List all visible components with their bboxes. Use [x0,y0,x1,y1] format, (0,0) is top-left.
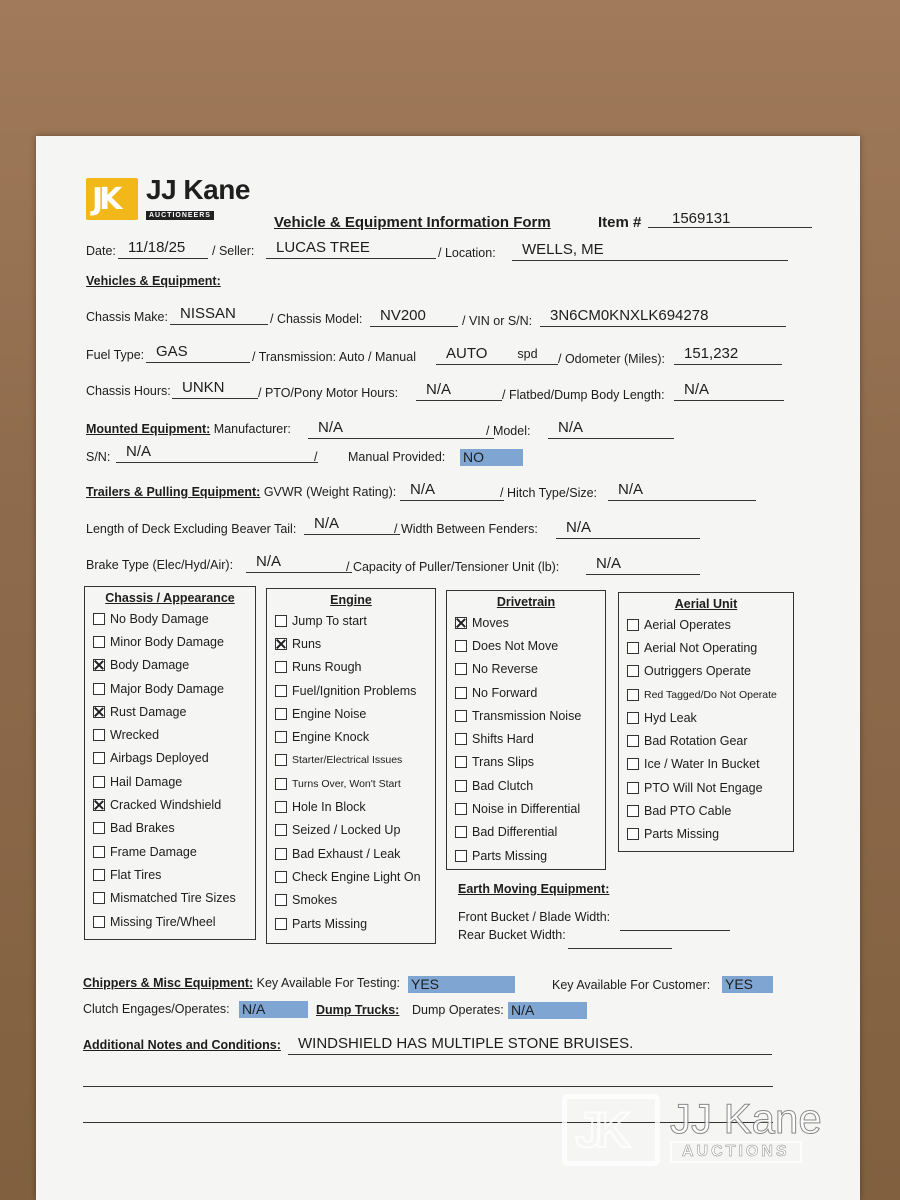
aerial-checkbox-item[interactable] [619,706,793,729]
aerial-checkbox-label: Bad PTO Cable [644,804,732,819]
chassis-checkbox-label: No Body Damage [110,611,209,626]
chassis-checkbox-item[interactable] [85,910,255,933]
gvwr-label: GVWR (Weight Rating): [263,485,397,499]
logo-name: JJ Kane [146,174,250,205]
notes-line-2[interactable] [83,1086,773,1087]
aerial-checkbox-item[interactable] [619,753,793,776]
drivetrain-checkbox-item[interactable] [447,704,605,727]
checkbox-icon[interactable] [275,685,287,697]
item-label: Item # [598,214,642,231]
deck-length-field[interactable]: N/A [304,516,400,535]
checkbox-icon[interactable] [275,918,287,930]
chassis-checkbox-item[interactable] [85,700,255,723]
drivetrain-checkbox-label: Shifts Hard [472,732,534,747]
drivetrain-checkbox-item[interactable] [447,821,605,844]
vehicles-header: Vehicles & Equipment: [86,274,221,288]
chassis-checkbox-item[interactable] [85,840,255,863]
checkbox-icon[interactable] [627,619,639,631]
odometer-label: / Odometer (Miles): [558,352,665,366]
chassis-checkbox-label: Body Damage [110,658,190,673]
date-label: Date: [86,244,116,258]
chassis-checkbox-item[interactable] [85,677,255,700]
capacity-label: / Capacity of Puller/Tensioner Unit (lb): [346,560,560,574]
drivetrain-checkbox-item[interactable] [447,658,605,681]
aerial-checkbox-item[interactable] [619,776,793,799]
engine-checkbox-label: Bad Exhaust / Leak [292,846,401,861]
model-label: / Model: [486,424,531,438]
engine-checkbox-label: Turns Over, Won't Start [292,777,401,790]
fenders-field[interactable]: N/A [556,520,700,539]
checkbox-icon[interactable] [93,776,105,788]
engine-checkbox-item[interactable] [267,865,435,888]
aerial-checkbox-label: Hyd Leak [644,710,697,725]
chassis-checkbox-label: Mismatched Tire Sizes [110,891,236,906]
aerial-unit-title: Aerial Unit [674,597,738,611]
drivetrain-checkbox-label: Does Not Move [472,638,559,653]
checkbox-icon[interactable] [455,756,467,768]
hitch-field[interactable]: N/A [608,482,756,501]
dump-trucks-header: Dump Trucks: [316,1003,400,1017]
jk-watermark-icon: JK [562,1094,660,1166]
engine-title: Engine [330,593,372,607]
chassis-model-label: / Chassis Model: [270,312,363,326]
checkbox-icon[interactable] [627,735,639,747]
engine-box [266,588,436,944]
manual-provided-label: Manual Provided: [348,450,446,464]
chassis-checkbox-item[interactable] [85,770,255,793]
item-number[interactable]: 1569131 [648,210,812,228]
chassis-checkbox-label: Missing Tire/Wheel [110,914,216,929]
vin-label: / VIN or S/N: [462,314,533,328]
clutch-field[interactable]: N/A [239,1001,308,1018]
pto-hours-label: / PTO/Pony Motor Hours: [258,386,399,400]
drivetrain-checkbox-item[interactable] [447,681,605,704]
model-field[interactable]: N/A [548,420,674,439]
aerial-checkbox-item[interactable] [619,613,793,636]
fenders-label: / Width Between Fenders: [394,522,538,536]
chassis-make-field[interactable]: NISSAN [170,306,268,325]
checkbox-icon[interactable] [455,803,467,815]
checkbox-icon[interactable] [627,805,639,817]
checkbox-icon[interactable] [455,687,467,699]
engine-checkbox-item[interactable] [267,679,435,702]
checkbox-icon[interactable] [275,754,287,766]
checked-checkbox-icon[interactable] [455,617,467,629]
aerial-checkbox-label: Outriggers Operate [644,664,751,679]
rear-bucket-label: Rear Bucket Width: [458,928,566,942]
manufacturer-field[interactable]: N/A [308,420,494,439]
chassis-checkbox-label: Airbags Deployed [110,751,209,766]
drivetrain-checkbox-item[interactable] [447,797,605,820]
drivetrain-checkbox-item[interactable] [447,774,605,797]
engine-checkbox-item[interactable] [267,795,435,818]
jk-logo-icon: JK [86,178,138,220]
chassis-checkbox-item[interactable] [85,863,255,886]
drivetrain-checkbox-label: Parts Missing [472,848,548,863]
checkbox-icon[interactable] [455,826,467,838]
earth-moving-header: Earth Moving Equipment: [458,882,610,896]
drivetrain-checkbox-label: Noise in Differential [472,802,581,817]
aerial-checkbox-item[interactable] [619,823,793,846]
chassis-checkbox-item[interactable] [85,607,255,630]
chassis-make-label: Chassis Make: [86,310,168,324]
rear-bucket-field[interactable] [568,930,672,949]
aerial-checkbox-label: Ice / Water In Bucket [644,757,760,772]
drivetrain-checkbox-label: Moves [472,615,509,630]
drivetrain-checkbox-label: Bad Clutch [472,778,534,793]
chassis-checkbox-item[interactable] [85,630,255,653]
engine-checkbox-item[interactable] [267,912,435,935]
drivetrain-checkbox-label: Transmission Noise [472,708,582,723]
checkbox-icon[interactable] [93,683,105,695]
chassis-checkbox-label: Rust Damage [110,704,187,719]
date-field[interactable]: 11/18/25 [118,240,208,259]
sn-field[interactable]: N/A [116,444,318,463]
checkbox-icon[interactable] [275,731,287,743]
engine-checkbox-item[interactable] [267,889,435,912]
chassis-checkbox-item[interactable] [85,817,255,840]
checkbox-icon[interactable] [455,850,467,862]
checkbox-icon[interactable] [275,824,287,836]
dump-operates-field[interactable]: N/A [508,1002,587,1019]
checkbox-icon[interactable] [275,848,287,860]
checked-checkbox-icon[interactable] [275,638,287,650]
aerial-checkbox-item[interactable] [619,729,793,752]
clutch-label: Clutch Engages/Operates: [83,1002,230,1016]
checkbox-icon[interactable] [275,871,287,883]
checkbox-icon[interactable] [627,828,639,840]
drivetrain-checkbox-label: No Reverse [472,662,538,677]
checkbox-icon[interactable] [93,752,105,764]
checked-checkbox-icon[interactable] [93,799,105,811]
engine-checkbox-label: Parts Missing [292,916,368,931]
chassis-checkbox-label: Cracked Windshield [110,798,222,813]
front-bucket-label: Front Bucket / Blade Width: [458,910,611,924]
chassis-checkbox-label: Bad Brakes [110,821,175,836]
chassis-checkbox-label: Frame Damage [110,844,197,859]
chassis-appearance-box [84,586,256,940]
chassis-checkbox-label: Wrecked [110,728,160,743]
key-customer-field[interactable]: YES [722,976,773,993]
odometer-field[interactable]: 151,232 [674,346,782,365]
engine-checkbox-item[interactable] [267,842,435,865]
chassis-checkbox-item[interactable] [85,793,255,816]
chassis-checkbox-label: Major Body Damage [110,681,224,696]
checkbox-icon[interactable] [455,733,467,745]
chassis-hours-label: Chassis Hours: [86,384,171,398]
checked-checkbox-icon[interactable] [93,706,105,718]
chassis-checkbox-item[interactable] [85,747,255,770]
checkbox-icon[interactable] [627,665,639,677]
engine-checkbox-item[interactable] [267,772,435,795]
watermark-sub: AUCTIONS [670,1141,802,1163]
engine-checkbox-label: Jump To start [292,613,367,628]
engine-checkbox-label: Runs [292,636,322,651]
checkbox-icon[interactable] [93,822,105,834]
trailers-header: Trailers & Pulling Equipment: [86,485,261,499]
chassis-checkbox-item[interactable] [85,654,255,677]
checkbox-icon[interactable] [93,636,105,648]
aerial-checkbox-label: Parts Missing [644,827,720,842]
hitch-label: / Hitch Type/Size: [500,486,598,500]
checkbox-icon[interactable] [93,613,105,625]
manufacturer-label: Manufacturer: [213,422,291,436]
engine-checkbox-label: Seized / Locked Up [292,823,401,838]
drivetrain-checkbox-item[interactable] [447,727,605,750]
checkbox-icon[interactable] [93,729,105,741]
brake-type-label: Brake Type (Elec/Hyd/Air): [86,558,234,572]
chassis-appearance-title: Chassis / Appearance [105,591,235,605]
checkbox-icon[interactable] [275,778,287,790]
gvwr-field[interactable]: N/A [400,482,504,501]
checkbox-icon[interactable] [275,615,287,627]
drivetrain-checkbox-item[interactable] [447,634,605,657]
aerial-checkbox-item[interactable] [619,636,793,659]
aerial-checkbox-label: Bad Rotation Gear [644,734,748,749]
checkbox-icon[interactable] [627,758,639,770]
jj-kane-auctions-watermark [562,1094,822,1166]
chassis-checkbox-label: Hail Damage [110,774,183,789]
mounted-header: Mounted Equipment: [86,422,211,436]
checkbox-icon[interactable] [627,712,639,724]
transmission-label: / Transmission: Auto / Manual [252,350,416,364]
capacity-field[interactable]: N/A [586,556,700,575]
aerial-checkbox-item[interactable] [619,660,793,683]
engine-checkbox-item[interactable] [267,749,435,772]
engine-checkbox-label: Engine Noise [292,706,367,721]
drivetrain-checkbox-item[interactable] [447,844,605,867]
sn-label: S/N: [86,450,111,464]
checkbox-icon[interactable] [627,689,639,701]
engine-checkbox-label: Fuel/Ignition Problems [292,683,417,698]
jj-kane-logo [86,176,250,222]
checkbox-icon[interactable] [455,640,467,652]
chassis-checkbox-label: Minor Body Damage [110,634,224,649]
engine-checkbox-item[interactable] [267,632,435,655]
checkbox-icon[interactable] [93,869,105,881]
pto-hours-field[interactable]: N/A [416,382,502,401]
seller-label: Seller: [218,244,255,258]
checked-checkbox-icon[interactable] [93,659,105,671]
seller-field[interactable]: LUCAS TREE [266,240,436,259]
drivetrain-checkbox-label: Bad Differential [472,825,558,840]
drivetrain-checkbox-item[interactable] [447,751,605,774]
aerial-checkbox-label: PTO Will Not Engage [644,780,763,795]
chassis-checkbox-item[interactable] [85,723,255,746]
chassis-checkbox-item[interactable] [85,887,255,910]
dump-operates-label: Dump Operates: [412,1003,504,1017]
watermark-name: JJ Kane [670,1095,822,1142]
key-testing-field[interactable]: YES [408,976,515,993]
chippers-header: Chippers & Misc Equipment: [83,976,254,990]
fuel-type-field[interactable]: GAS [146,344,250,363]
brake-type-field[interactable]: N/A [246,554,352,573]
drivetrain-checkbox-label: No Forward [472,685,538,700]
spd-label: spd [517,347,538,361]
aerial-checkbox-item[interactable] [619,799,793,822]
engine-checkbox-item[interactable] [267,656,435,679]
aerial-checkbox-item[interactable] [619,683,793,706]
deck-length-label: Length of Deck Excluding Beaver Tail: [86,522,297,536]
engine-checkbox-label: Smokes [292,893,338,908]
engine-checkbox-item[interactable] [267,702,435,725]
location-label: Location: [444,246,496,260]
checkbox-icon[interactable] [455,663,467,675]
logo-sub: AUCTIONEERS [146,211,214,220]
checkbox-icon[interactable] [275,801,287,813]
drivetrain-title: Drivetrain [496,595,556,609]
chassis-hours-field[interactable]: UNKN [172,380,258,399]
aerial-checkbox-label: Aerial Operates [644,617,731,632]
vin-field[interactable]: 3N6CM0KNXLK694278 [540,308,786,327]
location-field[interactable]: WELLS, ME [512,242,788,261]
engine-checkbox-item[interactable] [267,609,435,632]
drivetrain-checkbox-item[interactable] [447,611,605,634]
checkbox-icon[interactable] [455,780,467,792]
engine-checkbox-item[interactable] [267,819,435,842]
aerial-checkbox-label: Aerial Not Operating [644,640,758,655]
engine-checkbox-label: Hole In Block [292,800,366,815]
fuel-type-label: Fuel Type: [86,348,145,362]
checkbox-icon[interactable] [275,661,287,673]
transmission-field[interactable]: AUTO spd [436,346,558,365]
manual-provided-field[interactable]: NO [460,449,523,466]
checkbox-icon[interactable] [93,916,105,928]
form-title: Vehicle & Equipment Information Form [274,214,551,231]
chassis-model-field[interactable]: NV200 [370,308,458,327]
checkbox-icon[interactable] [275,894,287,906]
aerial-checkbox-label: Red Tagged/Do Not Operate [644,688,777,701]
engine-checkbox-item[interactable] [267,725,435,748]
checkbox-icon[interactable] [93,846,105,858]
engine-checkbox-label: Starter/Electrical Issues [292,754,403,767]
checkbox-icon[interactable] [627,642,639,654]
front-bucket-field[interactable] [620,912,730,931]
key-customer-label: Key Available For Customer: [552,978,711,992]
flatbed-length-label: / Flatbed/Dump Body Length: [502,388,665,402]
flatbed-length-field[interactable]: N/A [674,382,784,401]
checkbox-icon[interactable] [275,708,287,720]
drivetrain-box [446,590,606,870]
chassis-checkbox-label: Flat Tires [110,867,162,882]
engine-checkbox-label: Runs Rough [292,660,362,675]
key-testing-label: Key Available For Testing: [256,976,401,990]
engine-checkbox-label: Engine Knock [292,730,370,745]
engine-checkbox-label: Check Engine Light On [292,869,421,884]
drivetrain-checkbox-label: Trans Slips [472,755,535,770]
notes-field[interactable]: WINDSHIELD HAS MULTIPLE STONE BRUISES. [288,1036,772,1055]
checkbox-icon[interactable] [455,710,467,722]
form-paper: JK JJ Kane AUCTIONEERS Vehicle & Equipment Information Form Item # 1569131 Date: 11/18/25 / Seller: LUCAS TREE / Location: WELLS, ME Vehicles & Equipment: Chassis Make: NISSAN / Chassis Model: NV200 / VIN or S/N: 3N6CM0KNXLK694278 Fuel Type: GAS / Transmission: Auto / Manual AUTO spd / Odometer (Miles): 151,232 Chassis Hours: UNKN / PTO/Pony Motor Hours: N/A / Flatbed/Dump Body Length: N/A Mounted Equipment: Manufacturer: N/A / Model: N/A S/N: N/A / Manual Provided: NO Trailers & Pulling Equipment: GVWR (Weight Rating): N/A / Hitch Type/Size: N/A Length of Deck Excluding Beaver Tail: N/A / Width Between Fenders: N/A Brake Type (Elec/Hyd/Air): N/A / Capacity of Puller/Tensioner Unit (lb): N/A Chassis / Appearance No Body Damage Minor Body Damage Body Damage Major Body Damage Rust Damage Wrecked Airbags Deployed Hail Damage Cracked Windshield Bad Brakes Frame Damage Flat Tires Mismatched Tire Sizes Missing Tire/Wheel Engine Jump To start Runs Runs Rough Fuel/Ignition Problems Engine Noise Engine Knock Starter/Electrical Issues Turns Over, Won't Start Hole In Block Seized / Locked Up Bad Exhaust / Leak Check Engine Light On Smokes Parts Missing Drivetrain Moves Does Not Move No Reverse No Forward Transmission Noise Shifts Hard Trans Slips Bad Clutch Noise in Differential Bad Differential Parts Missing Aerial Unit Aerial Operates Aerial Not Operating Outriggers Operate Red Tagged/Do Not Operate Hyd Leak Bad Rotation Gear Ice / Water In Bucket PTO Will Not Engage Bad PTO Cable Parts Missing Earth Moving Equipment: Front Bucket / Blade Width: Rear Bucket Width: Chippers & Misc Equipment: Key Available For Testing: YES Key Available For Customer: YES Clutch Engages/Operates: N/A Dump Trucks: Dump Operates: N/A Additional Notes and Conditions: WINDSHIELD HAS MULTIPLE STONE BRUISES. [36,136,860,1200]
checkbox-icon[interactable] [93,892,105,904]
aerial-unit-box [618,592,794,852]
checkbox-icon[interactable] [627,782,639,794]
notes-header: Additional Notes and Conditions: [83,1038,281,1052]
